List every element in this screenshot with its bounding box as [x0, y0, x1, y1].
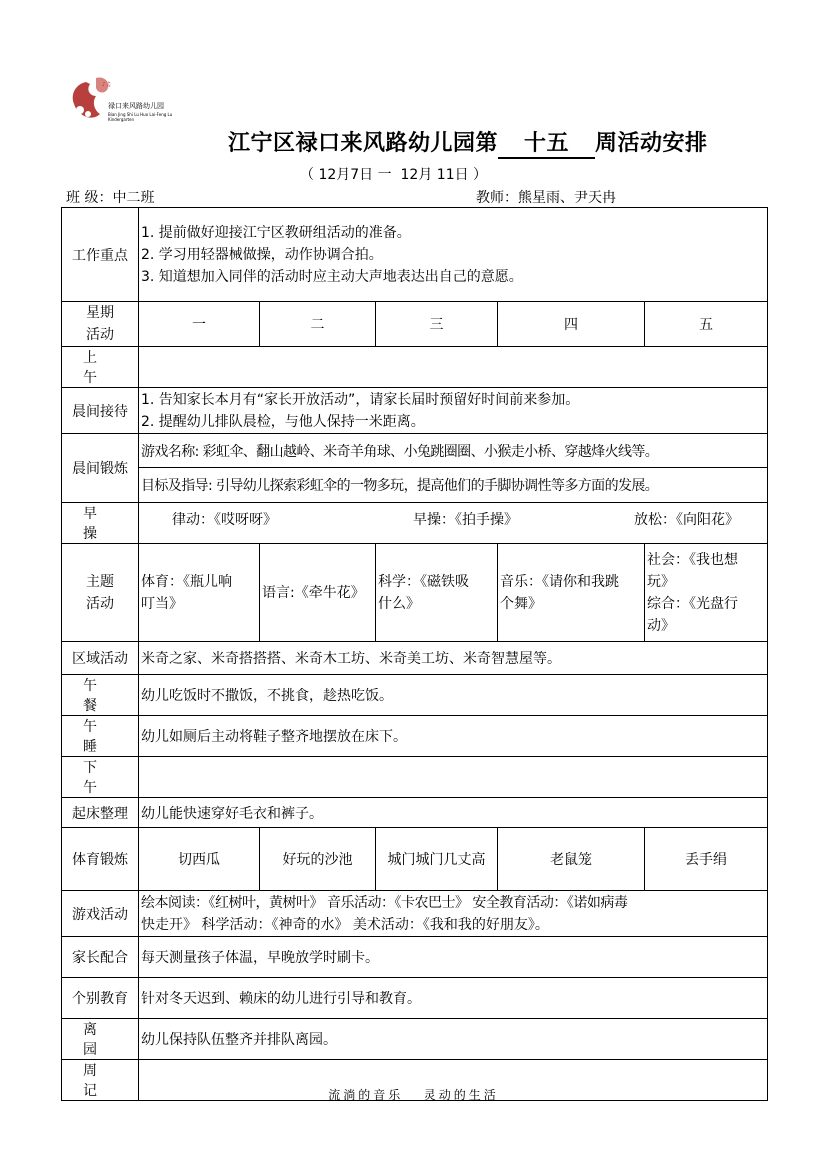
- row-exercise-goal: [62, 468, 768, 503]
- theme-label: [62, 544, 139, 642]
- theme-label-bottom: 活动: [86, 595, 114, 612]
- week-number: 十五: [498, 126, 595, 159]
- row-wakeup: [62, 798, 768, 828]
- date-range: （ 12月7日 一 12月 11日 ）: [300, 167, 488, 183]
- weekday-label: [62, 302, 139, 347]
- games-content: [139, 891, 768, 937]
- day-tue: 二: [260, 302, 376, 347]
- individual-label: 个别教育: [62, 978, 139, 1019]
- row-games: [62, 891, 768, 937]
- row-lunch: [62, 675, 768, 716]
- day-fri: 五: [645, 302, 768, 347]
- morning-drill-content: [139, 503, 768, 544]
- theme-fri-line: 社会：《我也想: [647, 551, 738, 568]
- weekday-label-bottom: 活动: [86, 327, 114, 343]
- pe-thu: 老鼠笼: [498, 828, 645, 891]
- row-morning: [62, 347, 768, 388]
- leave-content: 幼儿保持队伍整齐并排队离园。: [139, 1019, 768, 1060]
- pe-label: 体育锻炼: [62, 828, 139, 891]
- logo-text: 禄口来风路幼儿园: [108, 102, 164, 110]
- afternoon-empty: [139, 757, 768, 798]
- title-prefix: 江宁区禄口来风路幼儿园第: [228, 131, 499, 156]
- nap-content: 幼儿如厕后主动将鞋子整齐地摆放在床下。: [139, 716, 768, 757]
- morning-label: 上 午: [62, 347, 139, 388]
- footer-slogan: 流淌的音乐 灵动的生活: [328, 1088, 499, 1102]
- games-label: 游戏活动: [62, 891, 139, 937]
- drill-exercise: 早操：《拍手操》: [413, 512, 518, 528]
- page-title: [228, 126, 708, 159]
- individual-content: 针对冬天迟到、赖床的幼儿进行引导和教育。: [139, 978, 768, 1019]
- area-content: 米奇之家、米奇搭搭搭、米奇木工坊、米奇美工坊、米奇智慧屋等。: [139, 642, 768, 675]
- row-leave: [62, 1019, 768, 1060]
- morning-empty: [139, 347, 768, 388]
- row-weekday-header: [62, 302, 768, 347]
- theme-fri-line: 动》: [647, 617, 675, 634]
- theme-tue-line: 语言:《牵牛花》: [262, 584, 365, 601]
- logo-subtext: Bian Jing Shi Lu Huo Lai-Feng Lu Kindergarten: [108, 112, 173, 122]
- row-pe: [62, 828, 768, 891]
- pe-tue: 好玩的沙池: [260, 828, 376, 891]
- day-mon: 一: [139, 302, 260, 347]
- theme-tue: [260, 544, 376, 642]
- row-afternoon: [62, 757, 768, 798]
- work-focus-content: [139, 208, 768, 302]
- theme-label-top: 主题: [86, 573, 114, 590]
- day-thu: 四: [498, 302, 645, 347]
- afternoon-label: 下 午: [62, 757, 139, 798]
- area-label: 区域活动: [62, 642, 139, 675]
- parents-content: 每天测量孩子体温，早晚放学时刷卡。: [139, 937, 768, 978]
- work-focus-item: 3. 知道想加入同伴的活动时应主动大声地表达出自己的意愿。: [141, 268, 523, 285]
- class-name: 班 级：中二班: [66, 190, 155, 206]
- theme-fri: [645, 544, 768, 642]
- teachers: 教师：熊星雨、尹天冉: [476, 190, 616, 206]
- theme-wed-line: 科学：《磁铁吸: [378, 573, 469, 590]
- reception-item: 1. 告知家长本月有“家长开放活动”，请家长届时预留好时间前来参加。: [141, 391, 580, 408]
- nap-label: 午 睡: [62, 716, 139, 757]
- work-focus-label: 工作重点: [62, 208, 139, 302]
- row-nap: [62, 716, 768, 757]
- row-theme: [62, 544, 768, 642]
- day-wed: 三: [376, 302, 498, 347]
- theme-mon-line: 体育：《瓶儿响: [141, 573, 232, 590]
- theme-mon-line: 叮当》: [141, 595, 183, 612]
- wakeup-label: 起床整理: [62, 798, 139, 828]
- games-line: 快走开》 科学活动：《神奇的水》 美术活动：《我和我的好朋友》。: [141, 916, 549, 933]
- row-work-focus: [62, 208, 768, 302]
- schedule-table: [61, 207, 768, 1101]
- games-line: 绘本阅读：《红树叶，黄树叶》 音乐活动：《卡农巴士》 安全教育活动：《诺如病毒: [141, 894, 628, 911]
- row-individual: [62, 978, 768, 1019]
- drill-rhythm: 律动：《哎呀呀》: [172, 512, 277, 528]
- morning-drill-label: 早 操: [62, 503, 139, 544]
- theme-thu-line: 个舞》: [500, 595, 542, 612]
- title-suffix: 周活动安排: [595, 131, 708, 156]
- pe-mon: 切西瓜: [139, 828, 260, 891]
- theme-thu-line: 音乐：《请你和我跳: [500, 573, 619, 590]
- exercise-goal: 目标及指导: 引导幼儿探索彩虹伞的一物多玩，提高他们的手脚协调性等多方面的发展。: [139, 468, 768, 503]
- work-focus-item: 1. 提前做好迎接江宁区教研组活动的准备。: [141, 224, 411, 241]
- row-parents: [62, 937, 768, 978]
- drill-relax: 放松：《向阳花》: [634, 512, 739, 528]
- theme-wed-line: 什么》: [378, 595, 420, 612]
- svg-text:♪♫: ♪♫: [102, 81, 112, 88]
- row-area: [62, 642, 768, 675]
- lunch-label: 午 餐: [62, 675, 139, 716]
- theme-fri-line: 综合：《光盘行: [647, 595, 738, 612]
- reception-item: 2. 提醒幼儿排队晨检，与他人保持一米距离。: [141, 413, 425, 430]
- reception-label: 晨间接待: [62, 388, 139, 434]
- pe-fri: 丢手绢: [645, 828, 768, 891]
- theme-mon: [139, 544, 260, 642]
- pe-wed: 城门城门几丈高: [376, 828, 498, 891]
- exercise-games: 游戏名称: 彩虹伞、翻山越岭、米奇羊角球、小兔跳圈圈、小猴走小桥、穿越烽火线等。: [139, 434, 768, 468]
- reception-content: [139, 388, 768, 434]
- wakeup-content: 幼儿能快速穿好毛衣和裤子。: [139, 798, 768, 828]
- row-reception: [62, 388, 768, 434]
- parents-label: 家长配合: [62, 937, 139, 978]
- work-focus-item: 2. 学习用轻器械做操，动作协调合拍。: [141, 246, 383, 263]
- exercise-label: 晨间锻炼: [62, 434, 139, 503]
- row-morning-drill: [62, 503, 768, 544]
- weekly-note-label: 周 记: [62, 1060, 139, 1101]
- theme-fri-line: 玩》: [647, 573, 675, 590]
- weekday-label-top: 星期: [86, 305, 114, 321]
- lunch-content: 幼儿吃饭时不撒饭，不挑食，趁热吃饭。: [139, 675, 768, 716]
- theme-wed: [376, 544, 498, 642]
- leave-label: 离 园: [62, 1019, 139, 1060]
- theme-thu: [498, 544, 645, 642]
- row-exercise-games: [62, 434, 768, 468]
